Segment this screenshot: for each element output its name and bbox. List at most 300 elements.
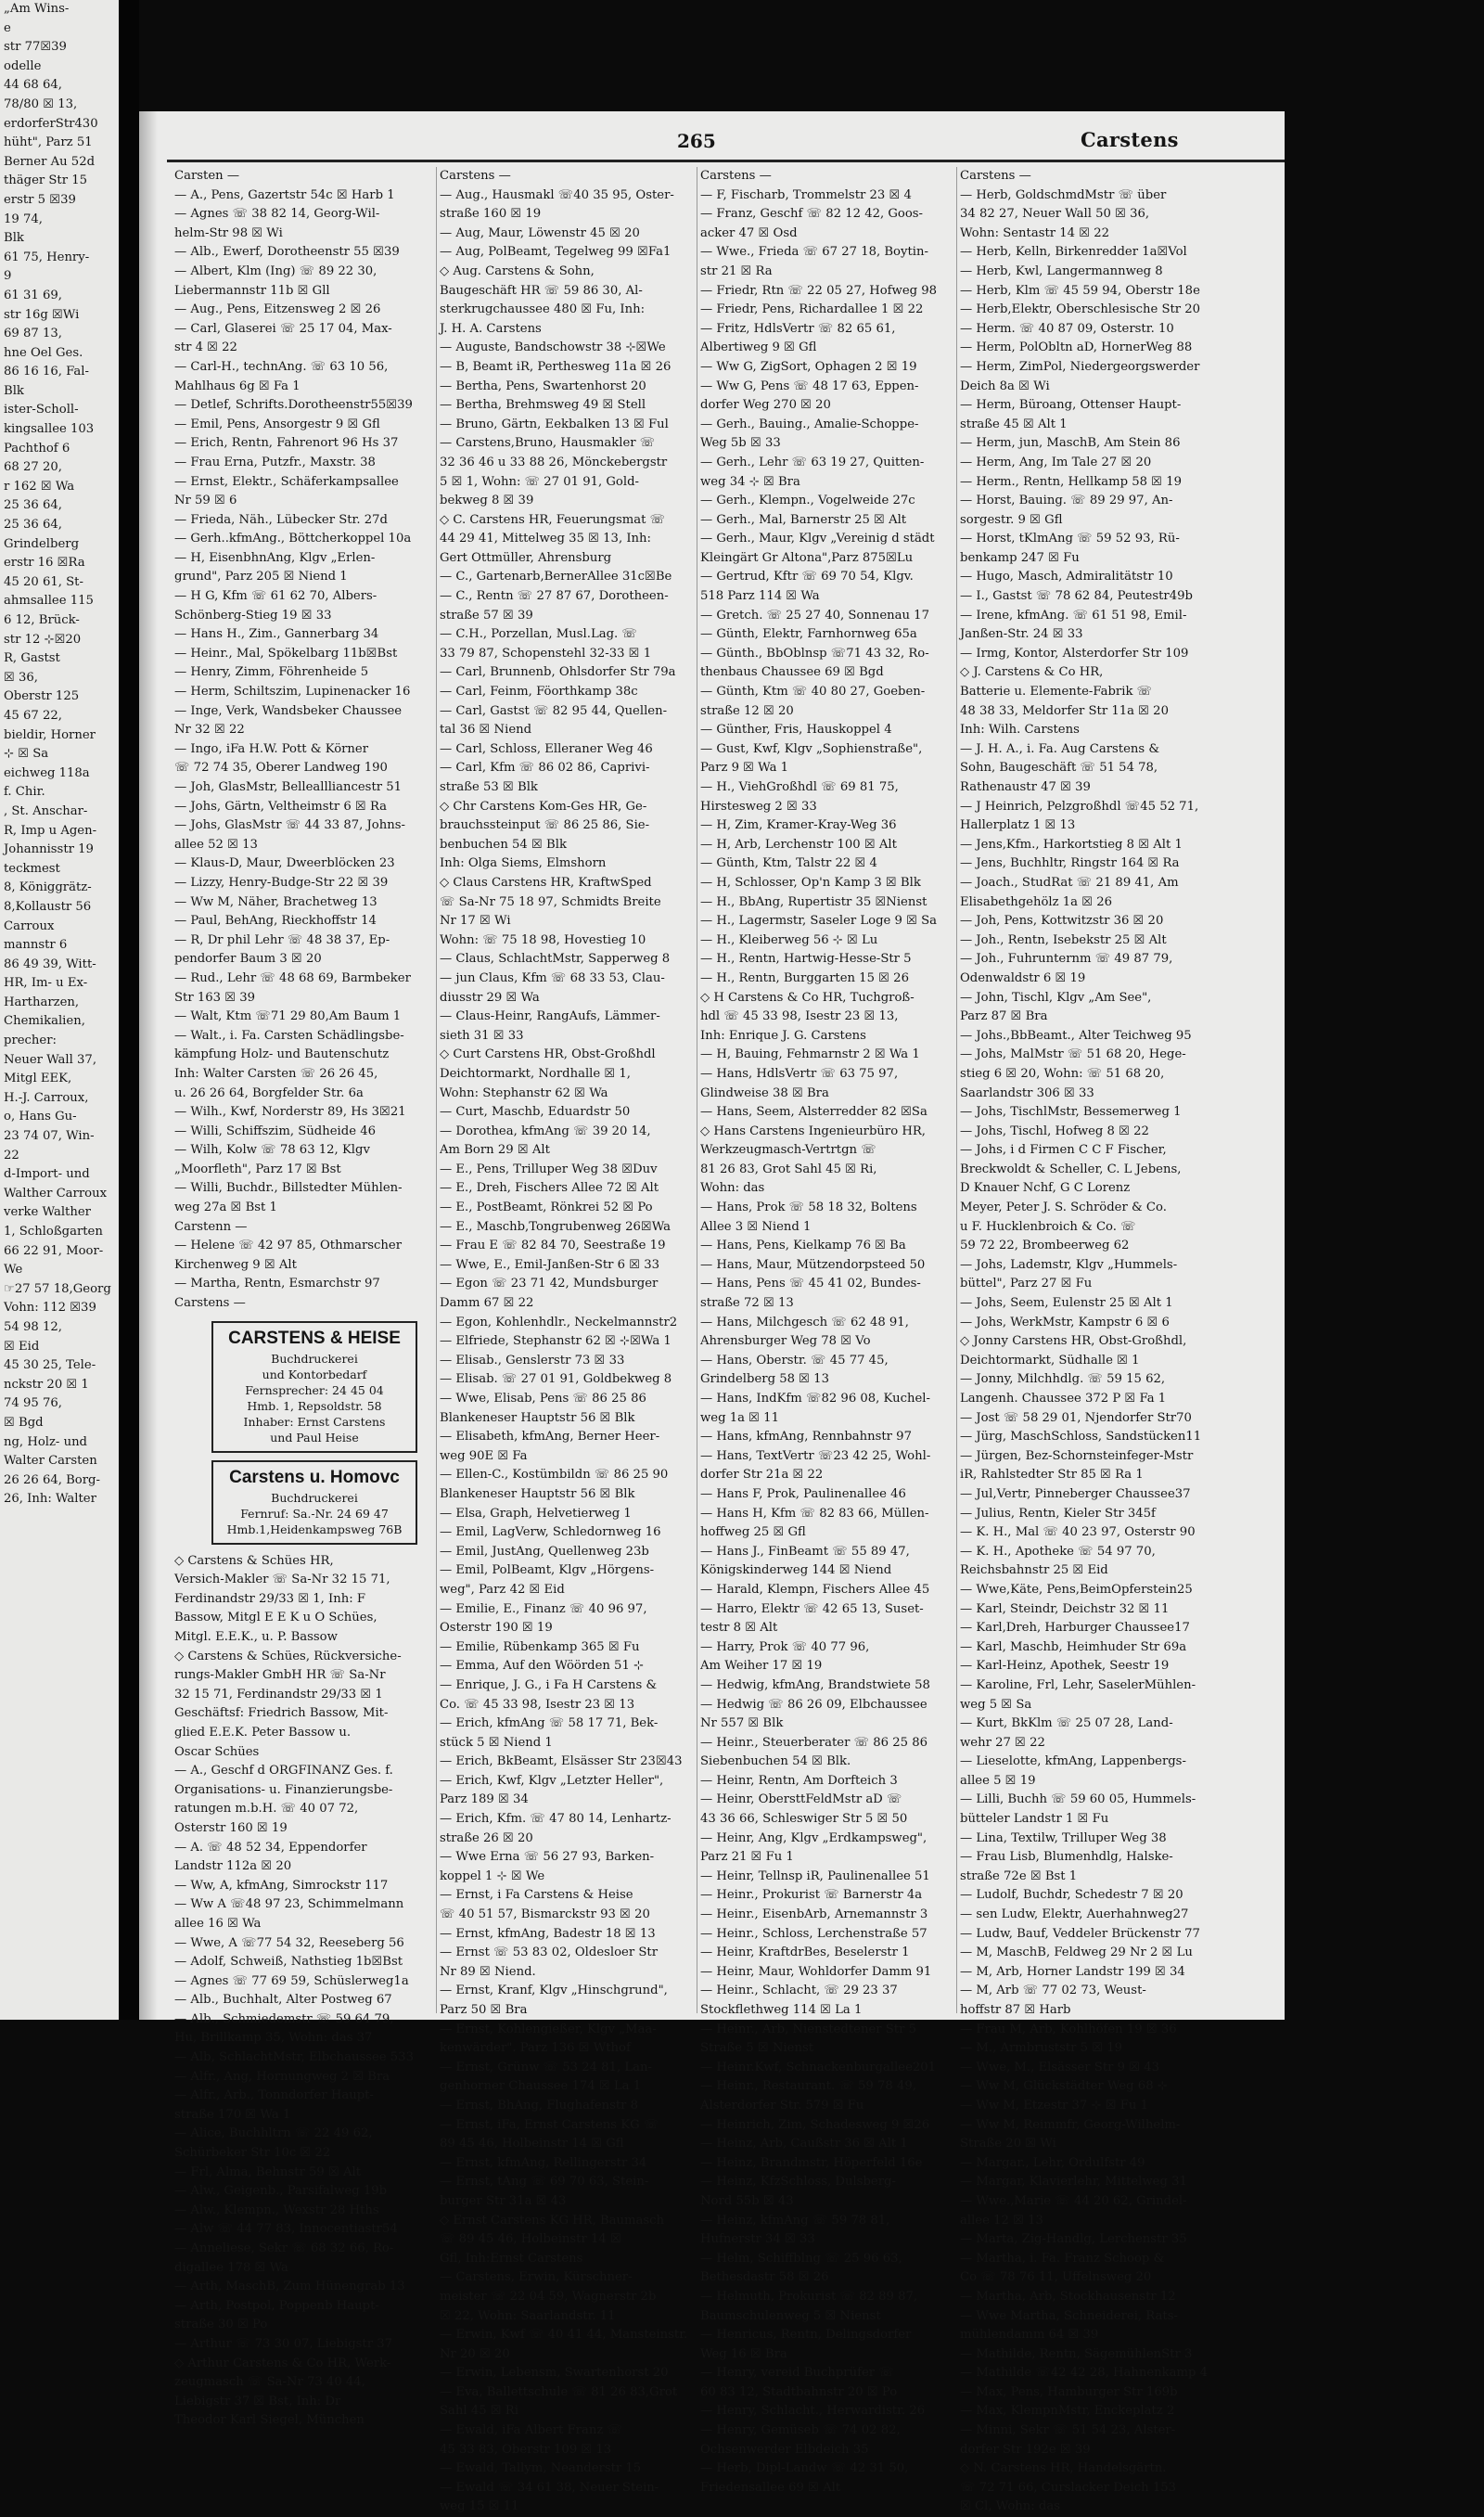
directory-entry-line: — Emilie, E., Finanz ☏ 40 96 97, (440, 1601, 647, 1616)
directory-entry-line: — H., ViehGroßhdl ☏ 69 81 75, (700, 780, 899, 794)
directory-entry-line: — Egon, Kohlenhdlr., Neckelmannstr2 (440, 1315, 678, 1329)
directory-entry-line: — Gertrud, Kftr ☏ 69 70 54, Klgv. (700, 570, 914, 584)
left-page-line: 25 36 64, (4, 498, 62, 513)
left-page-line: We (4, 1263, 23, 1278)
directory-entry-line: Sohn, Baugeschäft ☏ 51 54 78, (960, 761, 1158, 776)
left-page-line: kingsallee 103 (4, 422, 95, 437)
directory-entry-line: — H, Schlosser, Op'n Kamp 3 ☒ Blk (700, 875, 921, 890)
directory-entry-line: — Ww M, Näher, Brachetweg 13 (174, 894, 377, 909)
ad-phone: Fernsprecher: 24 45 04 (245, 1382, 384, 1397)
directory-entry-line: — Johs, Tischl, Hofweg 8 ☒ 22 (960, 1124, 1149, 1138)
directory-entry-line: 32 36 46 u 33 88 26, Mönckebergstr (440, 455, 668, 469)
directory-entry-line: — Gerh., Maur, Klgv „Vereinig d städt (700, 532, 935, 546)
directory-entry-line: grund", Parz 205 ☒ Niend 1 (174, 570, 348, 584)
directory-entry-line: — Frieda, Näh., Lübecker Str. 27d (174, 512, 388, 527)
directory-entry-line: — Willi, Buchdr., Billstedter Mühlen- (174, 1181, 403, 1196)
left-page-line: Chemikalien, (4, 1014, 85, 1029)
directory-entry-line: — Lina, Textilw, Trilluper Weg 38 (960, 1830, 1167, 1845)
directory-entry-line: straße 26 ☒ 20 (440, 1830, 533, 1845)
directory-entry-line: — Detlef, Schrifts.Dorotheenstr55☒39 (174, 398, 413, 413)
directory-entry-line: — Klaus-D, Maur, Dweerblöcken 23 (174, 856, 395, 871)
directory-entry-line: — Karl, Steindr, Deichstr 32 ☒ 11 (960, 1601, 1170, 1616)
left-page-line: Johannisstr 19 (4, 842, 94, 857)
directory-entry-line: weg 1a ☒ 11 (700, 1410, 779, 1425)
directory-entry-line: — Wwe Erna ☏ 56 27 93, Barken- (440, 1850, 655, 1865)
directory-entry-line: — Helene ☏ 42 97 85, Othmarscher (174, 1239, 403, 1253)
left-page-line: 61 31 69, (4, 288, 62, 302)
directory-entry-line: — Ernst, Elektr., Schäferkampsallee (174, 474, 399, 489)
directory-entry-line: Siebenbuchen 54 ☒ Blk. (700, 1754, 851, 1769)
directory-entry-line: — Carl, Gastst ☏ 82 95 44, Quellen- (440, 703, 668, 718)
directory-entry-line: Deich 8a ☒ Wi (960, 379, 1050, 393)
left-page-line: ⊹ ☒ Sa (4, 747, 49, 762)
directory-entry-line: — Paul, BehAng, Rieckhoffstr 14 (174, 914, 377, 929)
directory-entry-line: — Hans, IndKfm ☏82 96 08, Kuchel- (700, 1392, 930, 1406)
directory-entry-line: — Hans, Seem, Alsterredder 82 ☒Sa (700, 1105, 928, 1120)
directory-entry-line: — Heinr., Schlacht, ☏ 29 23 37 (700, 1984, 898, 1998)
directory-entry-line: Inh: Walter Carsten ☏ 26 26 45, (174, 1066, 378, 1081)
directory-entry-line: — Carl-H., technAng. ☏ 63 10 56, (174, 359, 389, 374)
directory-entry-line: — Hans H., Zim., Gannerbarg 34 (174, 627, 379, 642)
directory-entry-line: Elisabethgehölz 1a ☒ 26 (960, 894, 1113, 909)
directory-entry-line: u. 26 26 64, Borgfelder Str. 6a (174, 1085, 364, 1100)
directory-entry-line: — Claus-Heinr, RangAufs, Lämmer- (440, 1009, 660, 1024)
directory-entry-line: Inh: Olga Siems, Elmshorn (440, 856, 607, 871)
directory-entry-line: Nr 32 ☒ 22 (174, 723, 245, 738)
directory-entry-line: Odenwaldstr 6 ☒ 19 (960, 970, 1086, 985)
directory-entry-line: helm-Str 98 ☒ Wi (174, 225, 283, 240)
directory-entry-line: Carstens — (700, 169, 772, 183)
directory-entry-line: — Bertha, Pens, Swartenhorst 20 (440, 379, 646, 393)
left-page-line: eichweg 118a (4, 765, 90, 780)
directory-entry-line: — K. H., Apotheke ☏ 54 97 70, (960, 1544, 1156, 1559)
directory-entry-line: — Johs, i d Firmen C C F Fischer, (960, 1143, 1167, 1158)
directory-entry-line: Am Born 29 ☒ Alt (440, 1143, 550, 1158)
directory-entry-line: dorfer Str 21a ☒ 22 (700, 1468, 824, 1483)
directory-entry-line: — Arth, MaschB, Zum Hünengrab 13 (174, 2279, 405, 2294)
directory-entry-line: ◇ H Carstens & Co HR, Tuchgroß- (700, 990, 915, 1005)
directory-entry-line: — R, Dr phil Lehr ☏ 48 38 37, Ep- (174, 932, 390, 947)
directory-entry-line: — Frau M, Arb, Kohlhöfen 19 ☒ 36 (960, 2022, 1177, 2036)
directory-entry-line: — Wwe, E., Emil-Janßen-Str 6 ☒ 33 (440, 1257, 660, 1272)
left-page-line: mannstr 6 (4, 938, 68, 953)
left-page-line: 66 22 91, Moor- (4, 1243, 104, 1258)
directory-entry-line: benbuchen 54 ☒ Blk (440, 837, 567, 852)
directory-entry-line: Deichtormarkt, Südhalle ☒ 1 (960, 1353, 1140, 1368)
directory-entry-line: — Hedwig, kfmAng, Brandstwiete 58 (700, 1677, 930, 1692)
left-page-line: Carroux (4, 918, 55, 933)
left-page-line: d-Import- und (4, 1167, 90, 1182)
directory-entry-line: sieth 31 ☒ 33 (440, 1028, 524, 1043)
directory-entry-line: — Heinr., Schloss, Lerchenstraße 57 (700, 1926, 928, 1941)
directory-entry-line: allee 5 ☒ 19 (960, 1773, 1036, 1788)
directory-entry-line: — Erwin, Lebensm, Swartenhorst 20 (440, 2366, 669, 2381)
directory-entry-line: — Ernst, iFa, Ernst Carstens KG ☏ (440, 2117, 659, 2132)
directory-entry-line: Ahrensburger Weg 78 ☒ Vo (700, 1334, 871, 1349)
directory-entry-line: bütteler Landstr 1 ☒ Fu (960, 1812, 1109, 1827)
directory-entry-line: D Knauer Nchf, G C Lorenz (960, 1181, 1131, 1196)
directory-entry-line: weg 5 ☒ Sa (960, 1697, 1032, 1712)
directory-entry-line: — H, Bauing, Fehmarnstr 2 ☒ Wa 1 (700, 1047, 920, 1062)
left-page-line: 45 20 61, St- (4, 574, 83, 589)
directory-entry-line: — Heinrich, Zim, Schadesweg 9 ☒26 (700, 2117, 930, 2132)
directory-entry-line: — Alb, SchlachtMstr, Elbchaussee 533 (174, 2050, 414, 2065)
left-page-line: ng, Holz- und (4, 1434, 88, 1449)
directory-entry-line: — M., Armbruststr 5 ☒ 19 (960, 2041, 1123, 2056)
left-page-line: 8, Königgrätz- (4, 880, 92, 895)
directory-entry-line: digallee 178 ☒ Wa (174, 2260, 288, 2275)
left-page-line: „Am Wins- (4, 2, 70, 16)
directory-entry-line: — Herb, GoldschmdMstr ☏ über (960, 187, 1167, 202)
directory-entry-line: — Herb, Kwl, Langermannweg 8 (960, 263, 1163, 278)
directory-entry-line: — Karl, Maschb, Heimhuder Str 69a (960, 1639, 1187, 1654)
left-page-line: nckstr 20 ☒ 1 (4, 1377, 89, 1392)
left-page-line: Hartharzen, (4, 995, 80, 1009)
directory-entry-line: — Günth, Ktm ☏ 40 80 27, Goeben- (700, 685, 926, 700)
left-page-line: f. Chir. (4, 785, 45, 800)
left-page-line: e (4, 20, 11, 35)
left-page-line: 69 87 13, (4, 327, 62, 341)
directory-entry-line: Osterstr 160 ☒ 19 (174, 1820, 288, 1835)
directory-entry-line: — Hans H, Kfm ☏ 82 83 66, Müllen- (700, 1506, 929, 1521)
directory-entry-line: Breckwoldt & Scheller, C. L Jebens, (960, 1162, 1182, 1176)
directory-entry-line: — Martha, i. Fa. Franz Schoop & (960, 2251, 1165, 2266)
directory-entry-line: ☏ 72 74 35, Oberer Landweg 190 (174, 761, 388, 776)
directory-entry-line: ◇ Curt Carstens HR, Obst-Großhdl (440, 1047, 656, 1062)
left-page-line: ☒ Eid (4, 1339, 40, 1354)
directory-entry-line: — Frau E ☏ 82 84 70, Seestraße 19 (440, 1239, 666, 1253)
directory-entry-line: — Eva, Ballettschule ☏ 81 26 83,Grot (440, 2384, 678, 2399)
directory-entry-line: — Frl, Alma, Behnstr 59 ☒ Alt (174, 2164, 361, 2179)
directory-entry-line: weg 34 ⊹ ☒ Bra (700, 474, 800, 489)
directory-entry-line: rungs-Makler GmbH HR ☏ Sa-Nr (174, 1668, 386, 1683)
directory-entry-line: — Erich, Rentn, Fahrenort 96 Hs 37 (174, 436, 399, 451)
directory-entry-line: — A., Pens, Gazertstr 54c ☒ Harb 1 (174, 187, 395, 202)
directory-entry-line: — Alfr., Arb., Tonndorfer Haupt- (174, 2088, 374, 2103)
directory-entry-line: — Heinz, Brandmstr, Höperfeld 16e (700, 2155, 923, 2170)
directory-entry-line: Wohn: Sentastr 14 ☒ 22 (960, 225, 1110, 240)
directory-entry-line: kenwärder". Parz 136 ☒ Wthof (440, 2041, 631, 2056)
directory-entry-line: Osterstr 190 ☒ 19 (440, 1621, 553, 1636)
directory-entry-line: Kirchenweg 9 ☒ Alt (174, 1257, 297, 1272)
directory-entry-line: ◇ Arthur Carstens & Co HR, Werk- (174, 2356, 391, 2370)
directory-entry-line: ratungen m.b.H. ☏ 40 07 72, (174, 1802, 359, 1817)
directory-entry-line: — Heinr., Arb, Nienstedtener Str 5 (700, 2022, 916, 2036)
directory-entry-line: — Hans, Pens ☏ 45 41 02, Bundes- (700, 1277, 921, 1291)
directory-entry-line: — Heinr, Maur, Wohldorfer Damm 91 (700, 1964, 932, 1979)
directory-entry-line: — Ernst, Grünw ☏ 53 24 81, Lan- (440, 2060, 652, 2074)
column-4 (956, 167, 1210, 2514)
directory-entry-line: Nr 557 ☒ Blk (700, 1716, 784, 1731)
directory-entry-line: Parz 9 ☒ Wa 1 (700, 761, 789, 776)
left-page-line: R, Imp u Agen- (4, 823, 97, 838)
directory-entry-line: — Johs, TischlMstr, Bessemerweg 1 (960, 1105, 1182, 1120)
directory-entry-line: — Hugo, Masch, Admiralitätstr 10 (960, 570, 1173, 584)
directory-entry-line: wehr 27 ☒ 22 (960, 1735, 1045, 1750)
directory-entry-line: — Ernst ☏ 53 83 02, Oldesloer Str (440, 1946, 658, 1960)
directory-entry-line: — Mathilde ☏42 42 28, Hahnenkamp 4 (960, 2366, 1209, 2381)
page-number: 265 (677, 130, 716, 152)
directory-entry-line: — Joh., Rentn, Isebekstr 25 ☒ Alt (960, 932, 1167, 947)
directory-entry-line: Mitgl. E.E.K., u. P. Bassow (174, 1630, 338, 1644)
directory-entry-line: — Franz, Geschf ☏ 82 12 42, Goos- (700, 207, 924, 222)
directory-entry-line: Grindelberg 58 ☒ 13 (700, 1372, 829, 1387)
directory-entry-line: — Ww A ☏48 97 23, Schimmelmann (174, 1897, 404, 1912)
left-page-line: 19 74, (4, 212, 43, 226)
directory-entry-line: — Frau Erna, Putzfr., Maxstr. 38 (174, 455, 376, 469)
left-page-line: 22 (4, 1148, 19, 1162)
directory-entry-line: — Hans, Prok ☏ 58 18 32, Boltens (700, 1201, 917, 1215)
directory-entry-line: — Ewald ☏ 34 61 38, Neuer Stein- (440, 2480, 659, 2495)
directory-entry-line: — Henry, Schlacht., Herwardistr. 26 (700, 2404, 926, 2419)
ad-phone: Fernruf: Sa.-Nr. 24 69 47 (240, 1506, 389, 1521)
directory-entry-line: — Friedr, Rtn ☏ 22 05 27, Hofweg 98 (700, 283, 938, 298)
directory-entry-line: — Ernst, Kohlengießer, Klgv „Maa- (440, 2022, 657, 2036)
left-page-line: 9 (4, 269, 12, 284)
directory-entry-line: — Joach., StudRat ☏ 21 89 41, Am (960, 875, 1179, 890)
directory-entry-line: büttel", Parz 27 ☒ Fu (960, 1277, 1093, 1291)
directory-entry-line: Nr 89 ☒ Niend. (440, 1964, 536, 1979)
directory-entry-line: — Margar, Klavierlehr, Mittelweg 31 (960, 2175, 1187, 2190)
directory-entry-line: — E., PostBeamt, Rönkrei 52 ☒ Po (440, 1201, 653, 1215)
directory-entry-line: — Hans, Maur, Mützendorpsteed 50 (700, 1257, 926, 1272)
directory-entry-line: 43 36 66, Schleswiger Str 5 ☒ 50 (700, 1812, 908, 1827)
directory-entry-line: — Heinr., Restaurant. ☏ 59 78 49, (700, 2079, 916, 2094)
directory-entry-line: Wohn: ☏ 75 18 98, Hovestieg 10 (440, 932, 646, 947)
directory-entry-line: ◇ Chr Carstens Kom-Ges HR, Ge- (440, 799, 647, 814)
directory-page (139, 111, 1285, 2514)
left-page-line: thäger Str 15 (4, 173, 88, 188)
running-head: Carstens (1081, 128, 1179, 151)
directory-entry-line: — Jul,Vertr, Pinneberger Chaussee37 (960, 1486, 1191, 1501)
directory-entry-line: meister ☏ 22 04 59, Wagnerstr 2b (440, 2289, 657, 2304)
directory-entry-line: — C., Gartenarb,BernerAllee 31c☒Be (440, 570, 672, 584)
directory-entry-line: — Wwe, Elisab, Pens ☏ 86 25 86 (440, 1392, 646, 1406)
directory-entry-line: ☒ Cl, Wohn: das (960, 2499, 1060, 2514)
directory-entry-line: — Emil, PolBeamt, Klgv „Hörgens- (440, 1563, 655, 1578)
left-page-line: ☞27 57 18,Georg (4, 1281, 111, 1296)
directory-entry-line: — Johs, Seem, Eulenstr 25 ☒ Alt 1 (960, 1296, 1173, 1311)
directory-entry-line: Friedensallee 69 ☒ Alt (700, 2480, 841, 2495)
directory-entry-line: Albertiweg 9 ☒ Gfl (700, 340, 817, 355)
directory-entry-line: stieg 6 ☒ 20, Wohn: ☏ 51 68 20, (960, 1066, 1165, 1081)
directory-entry-line: weg 27a ☒ Bst 1 (174, 1201, 277, 1215)
directory-entry-line: — Wwe, M., Elsässer Str 9 ☒ 43 (960, 2060, 1160, 2074)
directory-entry-line: 44 29 41, Mittelweg 35 ☒ 13, Inh: (440, 532, 651, 546)
directory-entry-line: — Wwe Martha, Schneiderei, Rats- (960, 2308, 1178, 2323)
directory-entry-line: — H., Rentn, Hartwig-Hesse-Str 5 (700, 952, 912, 967)
directory-entry-line: — Herb,Elektr, Oberschlesische Str 20 (960, 302, 1201, 317)
left-page-line: str 12 ⊹☒20 (4, 632, 82, 647)
directory-entry-line: — A. ☏ 48 52 34, Eppendorfer (174, 1840, 367, 1855)
directory-entry-line: „Moorfleth", Parz 17 ☒ Bst (174, 1162, 341, 1176)
directory-entry-line: — Alw ☏ 44 77 83, Innocentiastr54 (174, 2222, 398, 2237)
left-page-line: erdorferStr430 (4, 116, 98, 131)
directory-entry-line: — Friedr, Pens, Richardallee 1 ☒ 22 (700, 302, 924, 317)
left-page-line: str 77☒39 (4, 40, 67, 55)
directory-entry-line: 45 33 83, Oberstr 109 ☒ 13 (440, 2442, 612, 2457)
directory-entry-line: — Heinr, Ang, Klgv „Erdkampsweg", (700, 1830, 928, 1845)
directory-entry-line: Hallerplatz 1 ☒ 13 (960, 818, 1076, 833)
directory-entry-line: — Günth, Elektr, Farnhornweg 65a (700, 627, 917, 642)
left-page-line: hüht", Parz 51 (4, 135, 93, 150)
left-page-line: str 16g ☒Wi (4, 307, 80, 322)
left-page-line: verke Walther (4, 1205, 91, 1220)
directory-entry-line: — Marta, Zig-Handlg, Lerchenstr 35 (960, 2232, 1187, 2247)
directory-entry-line: — H, Arb, Lerchenstr 100 ☒ Alt (700, 837, 897, 852)
left-page-line: ☒ Bgd (4, 1415, 44, 1430)
directory-entry-line: — Jens, Buchhltr, Ringstr 164 ☒ Ra (960, 856, 1180, 871)
left-page-line: ister-Scholl- (4, 403, 79, 417)
directory-entry-line: — K. H., Mal ☏ 40 23 97, Osterstr 90 (960, 1525, 1196, 1540)
directory-entry-line: sorgestr. 9 ☒ Gfl (960, 512, 1063, 527)
directory-entry-line: iR, Rahlstedter Str 85 ☒ Ra 1 (960, 1468, 1144, 1483)
directory-entry-line: Wohn: das (700, 1181, 765, 1196)
directory-entry-line: Nr 17 ☒ Wi (440, 914, 511, 929)
directory-entry-line: koppel 1 ⊹ ☒ We (440, 1868, 545, 1883)
directory-entry-line: tal 36 ☒ Niend (440, 723, 532, 738)
directory-entry-line: — Margar., Lehr, Ordulfstr 49 (960, 2155, 1145, 2170)
directory-entry-line: — Julius, Rentn, Kieler Str 345f (960, 1506, 1156, 1521)
directory-entry-line: Nr 20 ☒ 20 (440, 2346, 510, 2361)
left-page-line: 26 26 64, Borg- (4, 1472, 100, 1487)
column-2 (436, 167, 690, 2514)
directory-entry-line: — Joh, Pens, Kottwitzstr 36 ☒ 20 (960, 914, 1164, 929)
directory-entry-line: Janßen-Str. 24 ☒ 33 (960, 627, 1083, 642)
directory-entry-line: ◇ Carstens & Schües, Rückversiche- (174, 1649, 402, 1663)
left-page-line: HR, Im- u Ex- (4, 976, 88, 991)
directory-entry-line: — M, MaschB, Feldweg 29 Nr 2 ☒ Lu (960, 1946, 1193, 1960)
directory-entry-line: — Alb., Schmiedemstr ☏ 59 64 79, (174, 2011, 394, 2026)
directory-entry-line: Str 163 ☒ 39 (174, 990, 255, 1005)
directory-entry-line: — Ludw, Bauf, Veddeler Brückenstr 77 (960, 1926, 1200, 1941)
directory-entry-line: Oscar Schües (174, 1744, 260, 1759)
directory-entry-line: — Hans, Oberstr. ☏ 45 77 45, (700, 1353, 889, 1368)
directory-entry-line: str 4 ☒ 22 (174, 340, 237, 355)
directory-entry-line: — Henricus, Rentn, Delingsdorfer (700, 2328, 912, 2343)
directory-entry-line: — Herm, ZimPol, Niedergeorgswerder (960, 359, 1200, 374)
directory-entry-line: — Gerh., Bauing., Amalie-Schoppe- (700, 417, 919, 431)
directory-entry-line: Meyer, Peter J. S. Schröder & Co. (960, 1201, 1167, 1215)
directory-entry-line: — Ernst, tAng ☏ 69 70 63, Stein- (440, 2175, 649, 2190)
directory-entry-line: — Hans, HdlsVertr ☏ 63 75 97, (700, 1066, 899, 1081)
left-page-line: 23 74 07, Win- (4, 1129, 95, 1144)
directory-entry-line: — Alb., Buchhalt, Alter Postweg 67 (174, 1993, 392, 2008)
directory-entry-line: — Ludolf, Buchdr, Schedestr 7 ☒ 20 (960, 1888, 1183, 1903)
directory-entry-line: Schönberg-Stieg 19 ☒ 33 (174, 608, 332, 623)
directory-entry-line: — Aug., Hausmakl ☏40 35 95, Oster- (440, 187, 674, 202)
left-page-line: 74 95 76, (4, 1396, 62, 1411)
directory-entry-line: — Kurt, BkKlm ☏ 25 07 28, Land- (960, 1716, 1173, 1731)
directory-entry-line: — Inge, Verk, Wandsbeker Chaussee (174, 703, 403, 718)
left-page-line: teckmest (4, 861, 60, 876)
directory-entry-line: — Alw., Geigenb., Parsifalweg 19b (174, 2184, 388, 2199)
directory-entry-line: Batterie u. Elemente-Fabrik ☏ (960, 685, 1153, 700)
directory-entry-line: — H, EisenbhnAng, Klgv „Erlen- (174, 550, 376, 565)
directory-entry-line: Hu, Brillkamp 35, Wohn: das 37 (174, 2031, 373, 2046)
directory-entry-line: — Herb, Klm ☏ 45 59 94, Oberstr 18e (960, 283, 1200, 298)
directory-entry-line: allee 52 ☒ 13 (174, 837, 258, 852)
directory-entry-line: — E., Dreh, Fischers Allee 72 ☒ Alt (440, 1181, 659, 1196)
directory-entry-line: — Ww M, Etzestr 37 ⊹ ☒ Fu 1 (960, 2098, 1148, 2112)
directory-entry-line: — Jürgen, Bez-Schornsteinfeger-Mstr (960, 1448, 1194, 1463)
directory-entry-line: — Ww G, Pens ☏ 48 17 63, Eppen- (700, 379, 919, 393)
directory-entry-line: — Mathilde, Rentn, SägemühlenStr 3 (960, 2346, 1193, 2361)
directory-entry-line: — Irene, kfmAng. ☏ 61 51 98, Emil- (960, 608, 1187, 623)
directory-entry-line: — Heinr., Steuerberater ☏ 86 25 86 (700, 1735, 928, 1750)
directory-entry-line: — Herm, jun, MaschB, Am Stein 86 (960, 436, 1181, 451)
directory-entry-line: Sahl 45 ☒ Ri (440, 2404, 518, 2419)
directory-entry-line: — Martha, Rentn, Esmarchstr 97 (174, 1277, 380, 1291)
directory-entry-line: straße 12 ☒ 20 (700, 703, 794, 718)
directory-entry-line: straße 170 ☒ Wa 1 (174, 2107, 291, 2122)
directory-entry-line: straße 57 ☒ 39 (440, 608, 533, 623)
directory-entry-line: straße 45 ☒ Alt 1 (960, 417, 1068, 431)
directory-entry-line: Versich-Makler ☏ Sa-Nr 32 15 71, (174, 1573, 390, 1587)
directory-entry-line: Parz 189 ☒ 34 (440, 1792, 529, 1807)
directory-entry-line: Glindweise 38 ☒ Bra (700, 1085, 829, 1100)
directory-entry-line: — Emil, JustAng, Quellenweg 23b (440, 1544, 649, 1559)
directory-entry-line: Reichsbahnstr 25 ☒ Eid (960, 1563, 1108, 1578)
directory-entry-line: brauchssteinput ☏ 86 25 86, Sie- (440, 818, 650, 833)
directory-entry-line: — H, Zim, Kramer-Kray-Weg 36 (700, 818, 897, 833)
directory-entry-line: — Elisab. ☏ 27 01 91, Goldbekweg 8 (440, 1372, 672, 1387)
directory-entry-line: Organisations- u. Finanzierungsbe- (174, 1782, 393, 1797)
directory-entry-line: — M, Arb ☏ 77 02 73, Weust- (960, 1984, 1146, 1998)
left-page-line: 45 30 25, Tele- (4, 1358, 96, 1373)
directory-entry-line: — Henry, Gemüseb ☏ 74 02 82, (700, 2423, 901, 2438)
directory-entry-line: Straße 20 ☒ Wi (960, 2137, 1056, 2151)
directory-entry-line: Co ☏ 78 76 11, Uffelnsweg 20 (960, 2270, 1152, 2285)
directory-entry-line: — Agnes ☏ 77 69 59, Schüslerweg1a (174, 1973, 409, 1988)
directory-entry-line: kämpfung Holz- und Bautenschutz (174, 1047, 390, 1062)
directory-entry-line: — Joh., Fuhrunternm ☏ 49 87 79, (960, 952, 1173, 967)
left-page-line: Pachthof 6 (4, 441, 70, 456)
directory-entry-line: — Ellen-C., Kostümbildn ☏ 86 25 90 (440, 1468, 669, 1483)
directory-entry-line: — Elisab., Genslerstr 73 ☒ 33 (440, 1353, 625, 1368)
directory-entry-line: Ferdinandstr 29/33 ☒ 1, Inh: F (174, 1591, 366, 1606)
ad-carstens-homovc (211, 1460, 417, 1545)
directory-entry-line: — Ernst, i Fa Carstens & Heise (440, 1888, 633, 1903)
directory-entry-line: — Heinr, ObersttFeldMstr aD ☏ (700, 1792, 902, 1807)
left-page-line: ☒ 36, (4, 670, 38, 685)
directory-entry-line: — Heinz, KfzSchloss, Dulsberg- (700, 2175, 896, 2190)
directory-entry-line: — Carl, Feinm, Föorthkamp 38c (440, 685, 638, 700)
directory-entry-line: Inh: Wilh. Carstens (960, 723, 1080, 738)
left-page-line: Walter Carsten (4, 1454, 97, 1469)
directory-entry-line: — Alice, Buchhltrn ☏ 22 49 62, (174, 2126, 373, 2141)
directory-entry-line: ☏ 72 71 66, Curslacker Deich 153 (960, 2480, 1177, 2495)
directory-entry-line: hdl ☏ 45 33 98, Isestr 23 ☒ 13, (700, 1009, 899, 1024)
directory-entry-line: 33 79 87, Schopenstehl 32-33 ☒ 1 (440, 646, 652, 661)
directory-entry-line: ◇ Aug. Carstens & Sohn, (440, 263, 595, 278)
directory-entry-line: ◇ Hans Carstens Ingenieurbüro HR, (700, 1124, 926, 1138)
directory-entry-line: Hufnerstr 34 ☒ 33 (700, 2232, 815, 2247)
directory-entry-line: — Karoline, Frl, Lehr, SaselerMühlen- (960, 1677, 1196, 1692)
directory-entry-line: — Karl-Heinz, Apothek, Seestr 19 (960, 1659, 1170, 1674)
directory-entry-line: — Minni, Sekr ☏ 51 54 23, Alster- (960, 2423, 1176, 2438)
directory-entry-line: Werkzeugmasch-Vertrtgn ☏ (700, 1143, 876, 1158)
directory-entry-line: — C.H., Porzellan, Musl.Lag. ☏ (440, 627, 637, 642)
directory-entry-line: — Johs, WerkMstr, Kampstr 6 ☒ 6 (960, 1315, 1170, 1329)
directory-entry-line: — Hedwig ☏ 86 26 09, Elbchaussee (700, 1697, 928, 1712)
directory-entry-line: glied E.E.K. Peter Bassow u. (174, 1725, 352, 1740)
directory-entry-line: — jun Claus, Kfm ☏ 68 33 53, Clau- (440, 970, 665, 985)
left-page-line: , St. Anschar- (4, 803, 88, 818)
directory-entry-line: — Heinr., Prokurist ☏ Barnerstr 4a (700, 1888, 923, 1903)
directory-entry-line: dorfer Str 192e ☒ 39 (960, 2442, 1091, 2457)
directory-entry-line: 59 72 22, Brombeerweg 62 (960, 1239, 1130, 1253)
